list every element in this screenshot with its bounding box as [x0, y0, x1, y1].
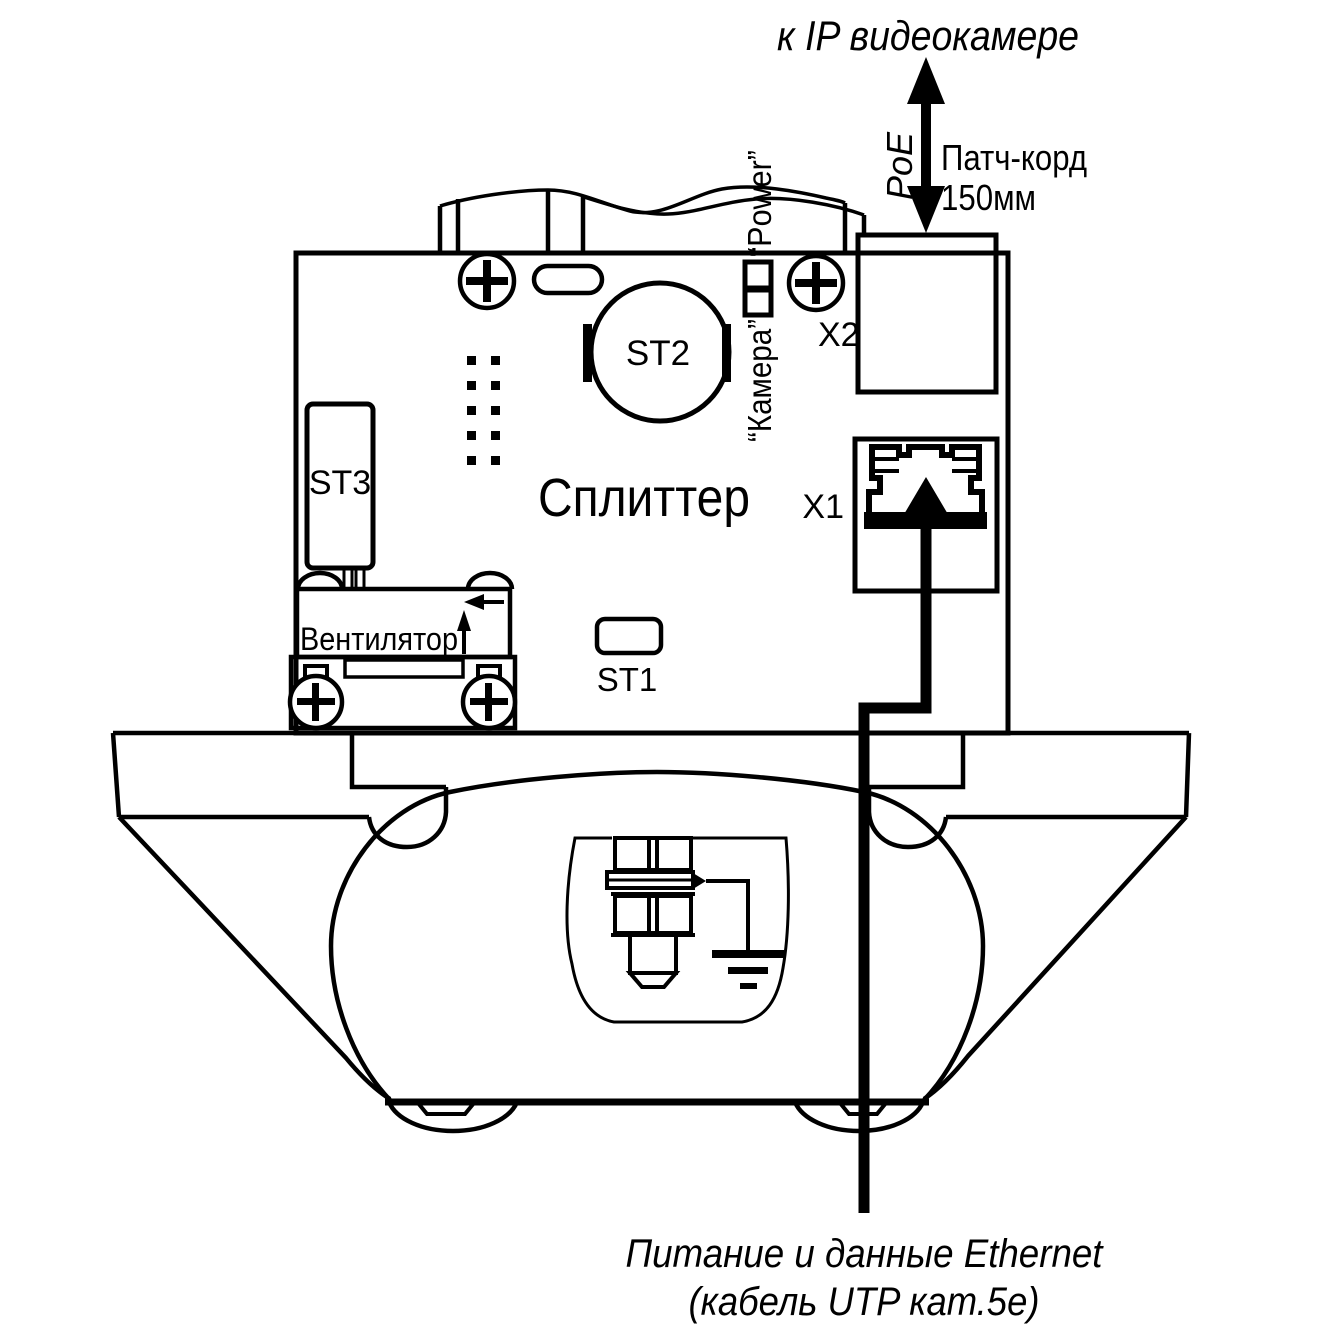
fan-screw-left: [290, 676, 342, 728]
label-st3: ST3: [308, 464, 372, 502]
label-poe: PoE: [879, 131, 920, 201]
caption-cable-type: (кабель UTP кат.5е): [688, 1280, 1040, 1324]
ground-bar-3: [740, 983, 757, 989]
caption-power-data: Питание и данные Ethernet: [625, 1232, 1105, 1276]
label-x1: X1: [802, 488, 844, 526]
label-to-ip-camera: к IP видеокамере: [777, 12, 1079, 59]
led-power: [745, 262, 771, 288]
ground-bar-2: [728, 967, 768, 974]
fan-bracket-slot: [345, 660, 463, 677]
label-st2: ST2: [625, 334, 691, 373]
label-st1: ST1: [596, 661, 658, 698]
led-camera: [745, 290, 771, 315]
label-patch-cord-length: 150мм: [941, 177, 1036, 218]
board-screw-left: [460, 254, 514, 308]
label-led-power: “Power”: [741, 141, 778, 257]
label-splitter: Сплиттер: [538, 468, 750, 528]
st2-clip-right: [722, 324, 731, 382]
fan-screw-right: [463, 676, 515, 728]
label-led-camera: “Камера”: [741, 304, 778, 442]
ground-bar-1: [712, 950, 784, 958]
label-patch-cord: Патч-корд: [941, 137, 1087, 178]
st2-clip-left: [583, 324, 592, 382]
label-fan: Вентилятор: [300, 621, 458, 657]
led-indicators: [745, 262, 771, 315]
label-x2: X2: [818, 316, 860, 354]
screw-cross-v: [483, 260, 491, 302]
board-screw-right: [789, 256, 843, 310]
screw-cross-v: [812, 262, 820, 304]
